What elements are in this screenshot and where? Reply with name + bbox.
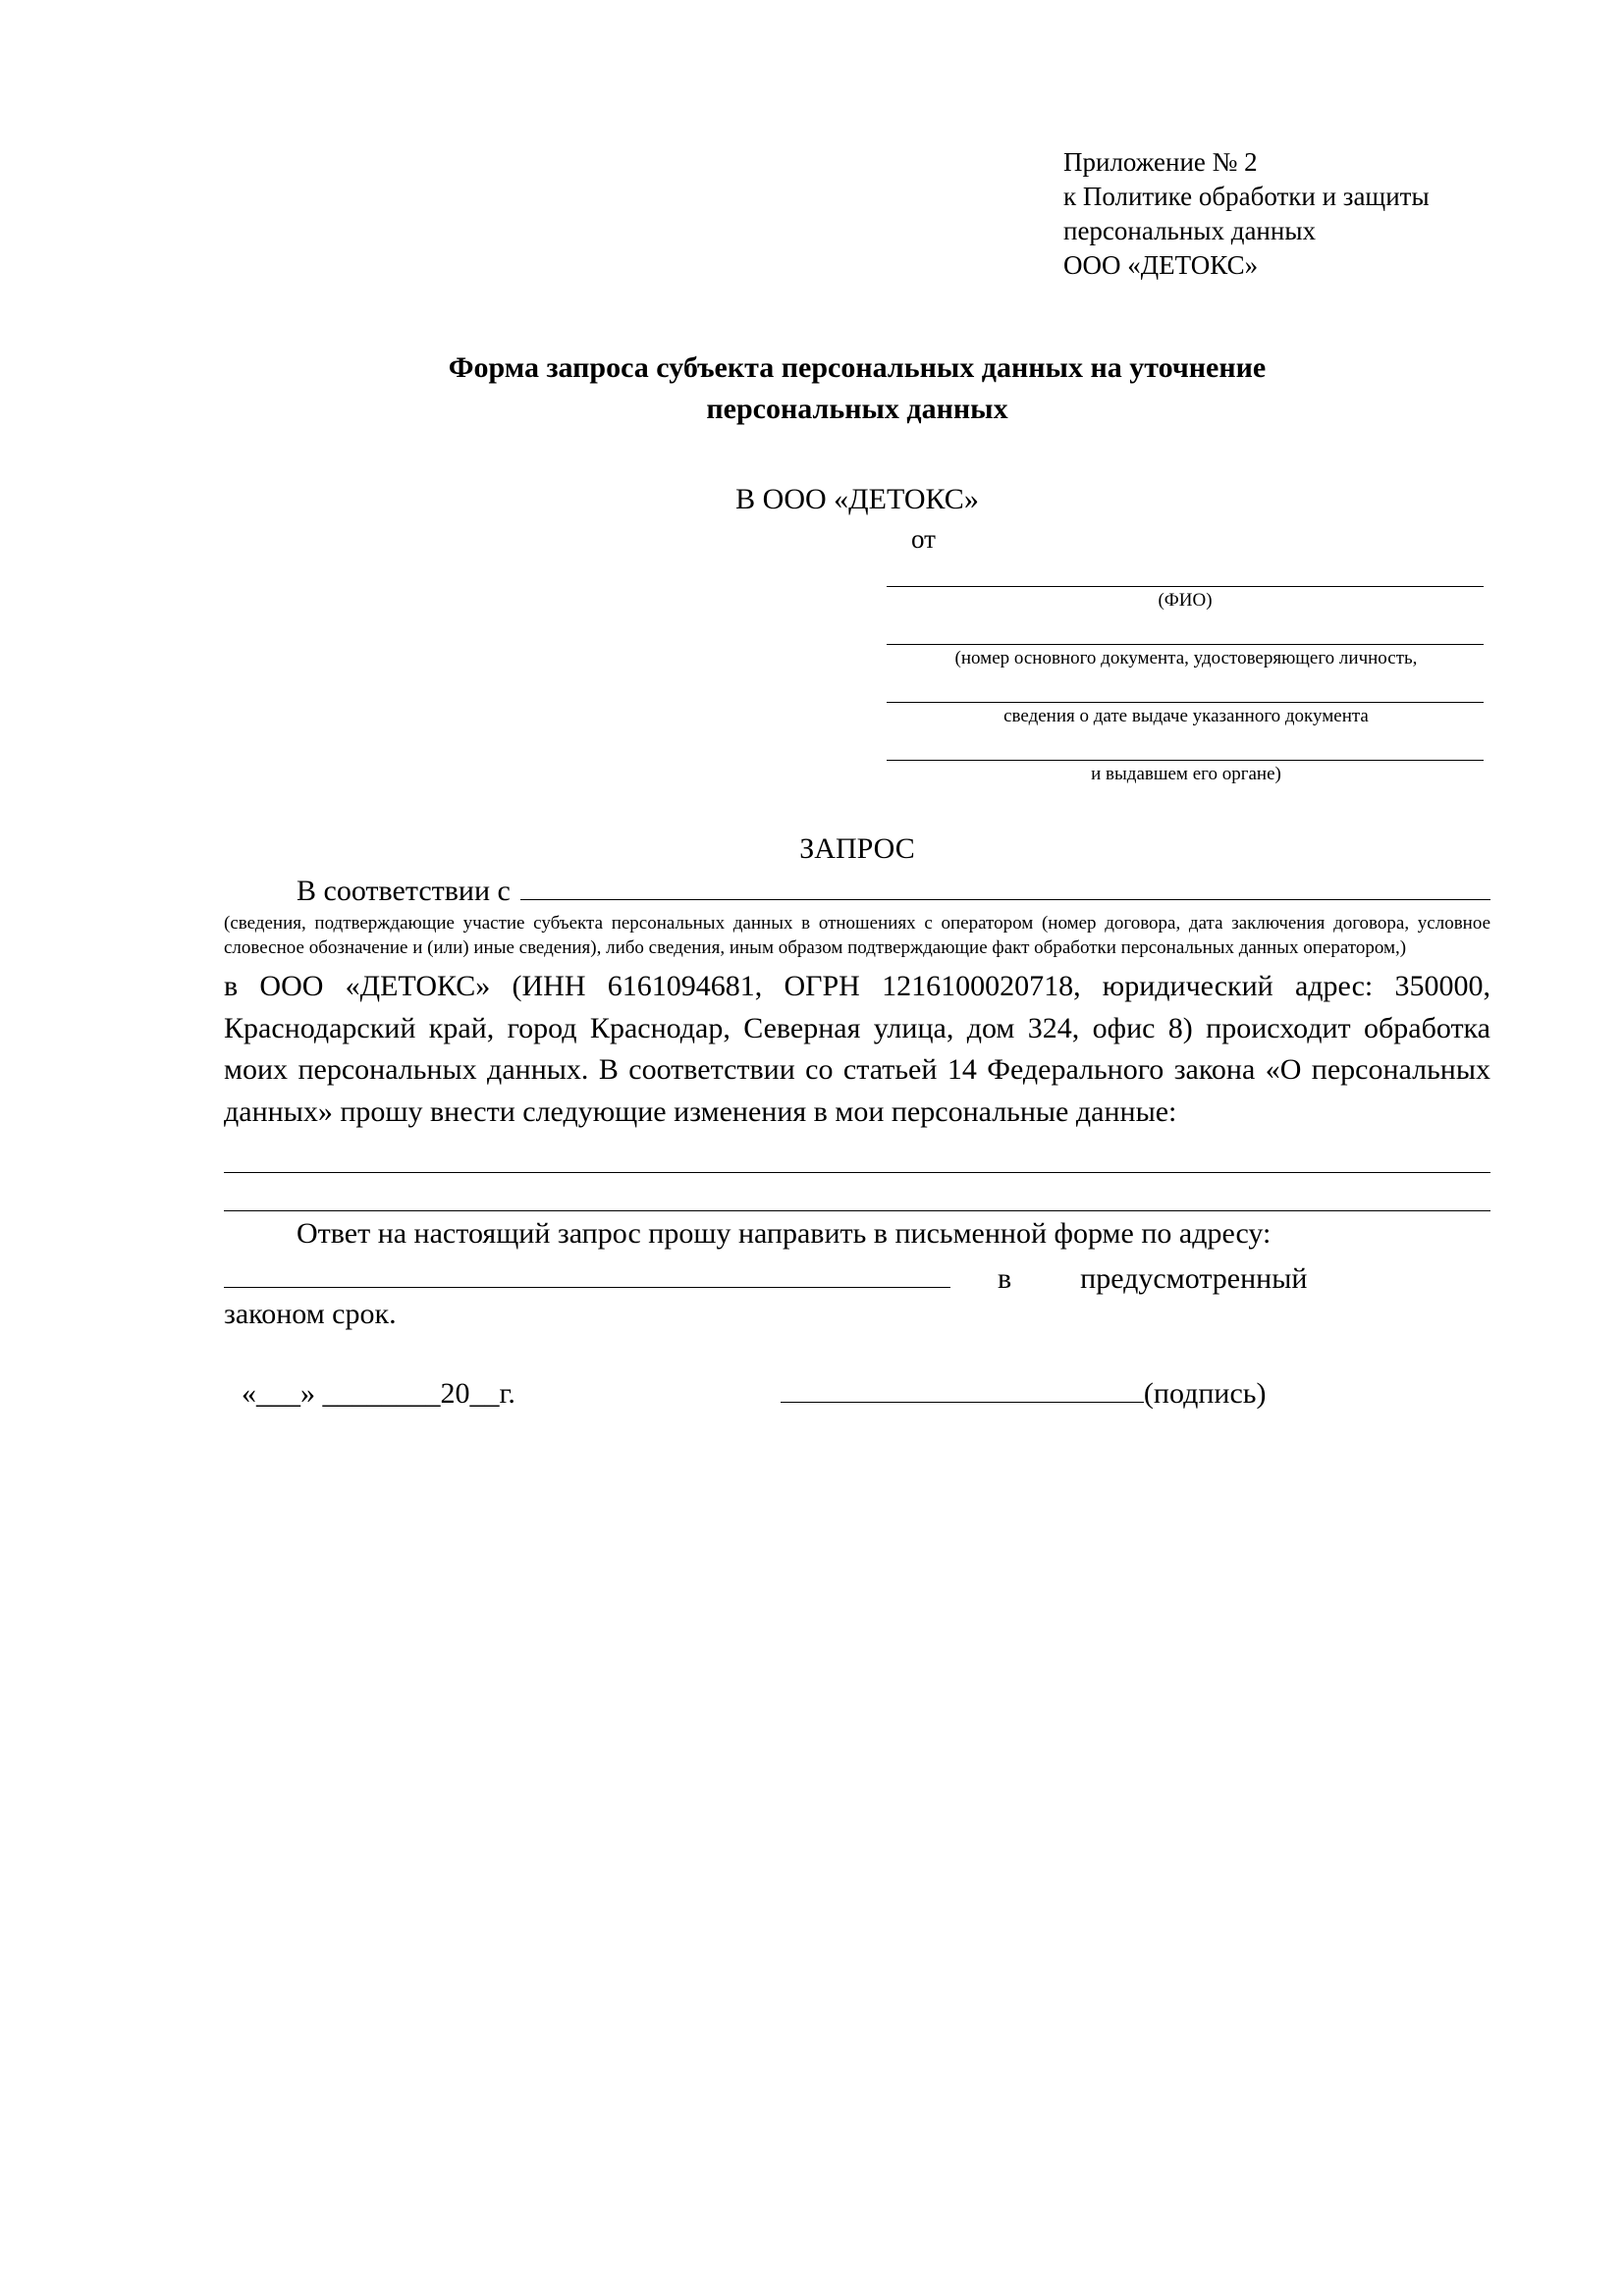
answer-address-row [224,1259,1490,1296]
field-fio-group [224,557,1490,613]
signature-block [781,1376,1267,1411]
document-date-caption: сведения о дате выдаче указанного документа [1003,705,1369,726]
addressee-to: В ООО «ДЕТОКС» [735,483,979,516]
appendix-policy-line-1: к Политике обработки и защиты [1063,182,1430,212]
document-content [224,145,1490,1411]
fio-input-line[interactable] [887,557,1484,587]
document-organ-input-line[interactable] [887,730,1484,761]
signature-row [224,1376,1490,1411]
document-organ-caption: и выдавшем его органе) [1091,763,1281,784]
answer-intro: Ответ на настоящий запрос прошу направить в письменной форме по адресу: [297,1217,1272,1251]
changes-input-line-2[interactable] [224,1173,1490,1211]
field-document-organ-group [224,730,1490,786]
answer-tail: законом срок. [224,1297,397,1330]
document-date-input-line[interactable] [887,672,1484,703]
field-document-date-group [224,672,1490,728]
fio-caption: (ФИО) [1158,590,1213,612]
addressee-from-label: от [911,524,936,555]
request-body: в ООО «ДЕТОКС» (ИНН 6161094681, ОГРН 1216100020718, юридический адрес: 350000, Краснодарский край, город Краснодар, Северная улица, дом 324, офис 8) происходит обработка моих персональных данных. В соответствии со статьей 14 Федерального закона «О персональных данных» прошу внести следующие изменения в мои персональные данные: [224,970,1490,1128]
page-title [224,347,1490,430]
appendix-header [1063,145,1490,283]
request-heading: ЗАПРОС [799,832,915,866]
signature-input-line[interactable] [781,1376,1144,1403]
signature-caption: (подпись) [1143,1376,1267,1410]
document-number-caption: (номер основного документа, удостоверяющего личность, [954,648,1418,669]
page-title-line-1: Форма запроса субъекта персональных данных на уточнение [448,351,1267,385]
page-title-line-2: персональных данных [706,393,1008,426]
request-basis-input-line[interactable] [520,874,1490,900]
field-document-group [224,614,1490,670]
changes-input-line-1[interactable] [224,1133,1490,1173]
appendix-policy-line-2: персональных данных [1063,216,1316,246]
appendix-company: ООО «ДЕТОКС» [1063,250,1259,281]
answer-address-input-line[interactable] [224,1259,950,1288]
request-lead-row [224,874,1490,908]
request-lead-label: В соответствии с [297,875,511,908]
signature-date-field[interactable]: «___» ________20__г. [242,1376,515,1410]
answer-tail-inline: предусмотренный [1080,1261,1308,1295]
document-number-input-line[interactable] [887,614,1484,645]
appendix-number: Приложение № 2 [1063,147,1258,177]
request-note: (сведения, подтверждающие участие субъекта персональных данных в отношениях с оператором (номер договора, дата заключения договора, условное словесное обозначение и (или) иные сведения), либо сведения, иным образом подтверждающие факт обработки персональных данных оператором,) [224,913,1490,958]
answer-mid-word: в [998,1261,1012,1295]
